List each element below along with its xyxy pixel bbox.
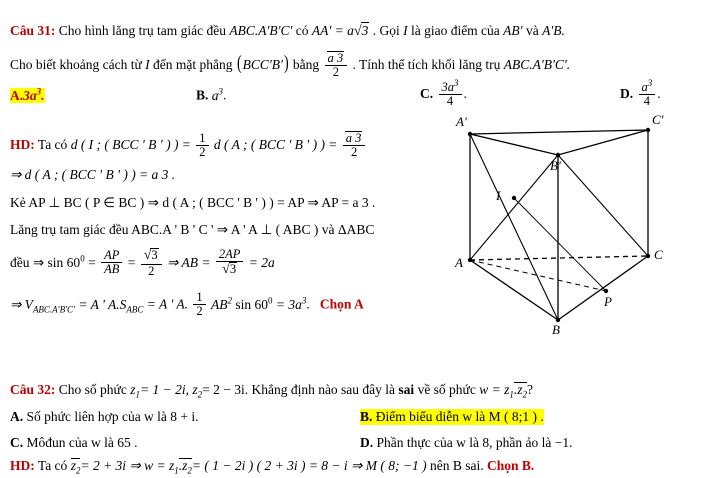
prism-figure bbox=[438, 108, 688, 378]
q31-stem-line-1 bbox=[10, 22, 565, 40]
q31-sol-5b: = bbox=[88, 255, 96, 270]
q32-stem-a: Cho số phức bbox=[58, 382, 127, 397]
q31-stem-1f: . Gọi bbox=[372, 23, 400, 38]
q32-solution-line bbox=[10, 458, 534, 476]
q31-sol-6d: $AB^2$ bbox=[211, 295, 232, 312]
q31-solution-line-1 bbox=[10, 132, 367, 160]
q31-solution-line-4: Lăng trụ tam giác đều ABC.A ' B ' C ' ⇒ A ' A ⊥ ( ABC ) và ΔABC bbox=[10, 222, 375, 237]
q31-seg-ab1: AB' bbox=[503, 23, 523, 38]
q32-answer-b-value: Điểm biểu diễn w là M ( 8;1 ) . bbox=[375, 409, 544, 424]
q31-sol-6g: . bbox=[306, 296, 310, 312]
q31-solution-line-5 bbox=[10, 249, 275, 279]
q31-answer-c-key: C. bbox=[420, 85, 434, 101]
q31-answer-d-tail: . bbox=[657, 85, 661, 101]
q32-sol-z2-conj: $z_2$ bbox=[70, 458, 81, 476]
q31-plane-bccb: BCC'B' bbox=[242, 57, 283, 73]
q31-sol-5e: = 2a bbox=[248, 255, 275, 270]
q31-sol-frac-a-sqrt3-2: $\frac{a 3}{2}$ bbox=[343, 131, 366, 159]
q32-z1: $z_1$ bbox=[130, 382, 140, 400]
q32-sol-e: = ( 1 − 2i ) ( 2 + 3i ) = 8 − i ⇒ M ( 8; −1 ) bbox=[191, 458, 427, 473]
q31-answer-d-key: D. bbox=[620, 85, 634, 101]
q32-stem-i: ? bbox=[527, 382, 534, 397]
q31-sol-5c: = bbox=[127, 255, 136, 270]
q31-sol-6a: ⇒ $V_{ABC.A'B'C'}$ bbox=[10, 296, 75, 315]
q31-stem-1h: là giao điểm của bbox=[410, 23, 500, 38]
q32-stem-sai: sai bbox=[398, 382, 415, 397]
q31-sol-1c: d ( A ; ( BCC ' B ' ) ) = bbox=[213, 137, 338, 153]
q31-solution-line-2: ⇒ d ( A ; ( BCC ' B ' ) ) = a 3 . bbox=[10, 167, 176, 182]
q32-choose-answer: Chọn B. bbox=[486, 458, 535, 473]
q31-distance-fraction: $\frac{a 3}{2}$ bbox=[325, 51, 348, 79]
q31-sol-5d: ⇒ AB = bbox=[167, 255, 211, 270]
q31-answer-b-tail: . bbox=[223, 87, 227, 103]
figure-label-c: C bbox=[654, 247, 663, 262]
q32-sol-f: nên B sai. bbox=[429, 458, 484, 473]
q31-seg-a1b: A'B. bbox=[542, 23, 565, 38]
q31-sol-frac-ap-ab: $\frac{AP}{AB}$ bbox=[101, 249, 122, 276]
q31-answer-b-key: B. bbox=[196, 87, 209, 103]
q31-stem-line-2 bbox=[10, 52, 570, 80]
q31-solution-line-3: Kẻ AP ⊥ BC ( P ∈ BC ) ⇒ d ( A ; ( BCC ' B ' ) ) = AP ⇒ AP = a 3 . bbox=[10, 195, 376, 210]
prism-figure-svg bbox=[438, 108, 688, 378]
q32-answer-c-key: C. bbox=[10, 435, 24, 450]
q32-label: Câu 32: bbox=[10, 382, 56, 397]
q32-answer-b-key: B. bbox=[360, 409, 373, 424]
q31-solution-line-6 bbox=[10, 292, 364, 319]
q31-answer-c-tail: . bbox=[463, 85, 467, 101]
figure-label-p: P bbox=[604, 294, 612, 309]
q32-hd-label: HD: bbox=[10, 458, 35, 473]
q31-sol-1b: d ( I ; ( BCC ' B ' ) ) = bbox=[70, 137, 191, 153]
q31-stem-1c: có bbox=[295, 23, 309, 38]
q32-answer-d-key: D. bbox=[360, 435, 374, 450]
q31-answer-a-key: A. bbox=[10, 87, 24, 103]
q31-sol-frac-half-2: $\frac{1}{2}$ bbox=[193, 291, 205, 318]
q31-sol-1a: Ta có bbox=[37, 137, 68, 153]
q31-answer-d-fraction: $\frac{a^3}{4}$ bbox=[639, 79, 656, 108]
q31-plane-paren-close: ) bbox=[283, 52, 289, 75]
q31-prism-name-2: ABC.A'B'C'. bbox=[503, 57, 571, 73]
q31-sol-frac-2ap-sqrt3: $\frac{2AP}{√3}$ bbox=[216, 248, 244, 278]
q32-sol-a: Ta có bbox=[37, 458, 68, 473]
q32-sol-c: = 2 + 3i ⇒ $w = z_1$ bbox=[80, 458, 179, 476]
q32-answer-d[interactable] bbox=[360, 435, 573, 451]
q31-stem-1j: và bbox=[525, 23, 539, 38]
q31-aa-expr: AA' = a bbox=[311, 23, 354, 38]
q31-answer-a-value: $3a^3$. bbox=[23, 86, 45, 103]
q32-z2: = 1 − 2i, $z_2$ bbox=[139, 382, 203, 400]
q31-point-i-2: I bbox=[145, 57, 150, 73]
q31-answer-d[interactable] bbox=[620, 80, 661, 109]
q31-hd-label: HD: bbox=[10, 137, 35, 153]
q32-stem-f: về số phức bbox=[417, 382, 476, 397]
q32-answer-b[interactable] bbox=[360, 409, 544, 425]
q32-answer-a-value: Số phức liên hợp của w là 8 + i. bbox=[26, 409, 199, 424]
q31-answer-b-value: $a^3$ bbox=[211, 86, 224, 103]
q31-sol-frac-sqrt3-2: $\frac{√3}{2}$ bbox=[141, 248, 162, 278]
q31-stem-2a: Cho biết khoảng cách từ bbox=[10, 57, 142, 73]
q32-w-expr: $w = z_1.z_2$ bbox=[479, 382, 528, 400]
figure-label-a: A bbox=[455, 255, 463, 270]
q31-sol-6e: $\sin 60^0$ bbox=[235, 295, 273, 312]
q31-sol-5a: đều ⇒ $\sin 60^0$ bbox=[10, 253, 85, 270]
q31-sol-frac-half: $\frac{1}{2}$ bbox=[196, 132, 208, 159]
q31-point-i: I bbox=[403, 23, 408, 38]
q31-answer-c-fraction: $\frac{3a^3}{4}$ bbox=[439, 79, 462, 108]
q32-stem-line bbox=[10, 382, 533, 400]
q31-sol-6c: = A ' A. bbox=[146, 296, 188, 312]
q31-stem-2e: bằng bbox=[292, 57, 320, 73]
figure-label-i: I bbox=[496, 188, 501, 203]
q32-answer-a-key: A. bbox=[10, 409, 24, 424]
sqrt-3-a: √3 bbox=[353, 23, 369, 39]
figure-label-c-prime: C' bbox=[652, 112, 664, 127]
q31-choose-answer: Chọn A bbox=[319, 296, 364, 312]
q31-answer-b[interactable] bbox=[196, 86, 226, 104]
q32-sol-d: $.z_2$ bbox=[178, 458, 192, 476]
q32-answer-c-value: Môđun của w là 65 . bbox=[26, 435, 138, 450]
q31-prism-name: ABC.A'B'C' bbox=[229, 23, 293, 38]
figure-label-b-prime: B' bbox=[550, 158, 561, 173]
q32-answer-c[interactable] bbox=[10, 435, 137, 451]
q31-stem-2c: đến mặt phẳng bbox=[153, 57, 233, 73]
q32-stem-d: = 2 − 3i. Khẳng định nào sau đây là bbox=[202, 382, 396, 397]
q31-stem-2g: . Tính thể tích khối lăng trụ bbox=[352, 57, 501, 73]
figure-label-a-prime: A' bbox=[456, 114, 467, 129]
q31-plane-paren-open: ( bbox=[236, 52, 242, 75]
q32-answer-d-value: Phần thực của w là 8, phần ảo là −1. bbox=[376, 435, 573, 450]
q31-answer-a[interactable] bbox=[10, 86, 45, 104]
q31-stem-1: Cho hình lăng trụ tam giác đều bbox=[58, 23, 226, 38]
q31-label: Câu 31: bbox=[10, 23, 56, 38]
q31-sol-6f: = $3a^3$ bbox=[275, 295, 307, 312]
q32-answer-a[interactable] bbox=[10, 409, 199, 425]
q31-sol-6b: = A ' $A.S_{ABC}$ bbox=[78, 296, 144, 315]
q31-answer-c[interactable] bbox=[420, 80, 467, 109]
figure-label-b: B bbox=[552, 322, 560, 337]
